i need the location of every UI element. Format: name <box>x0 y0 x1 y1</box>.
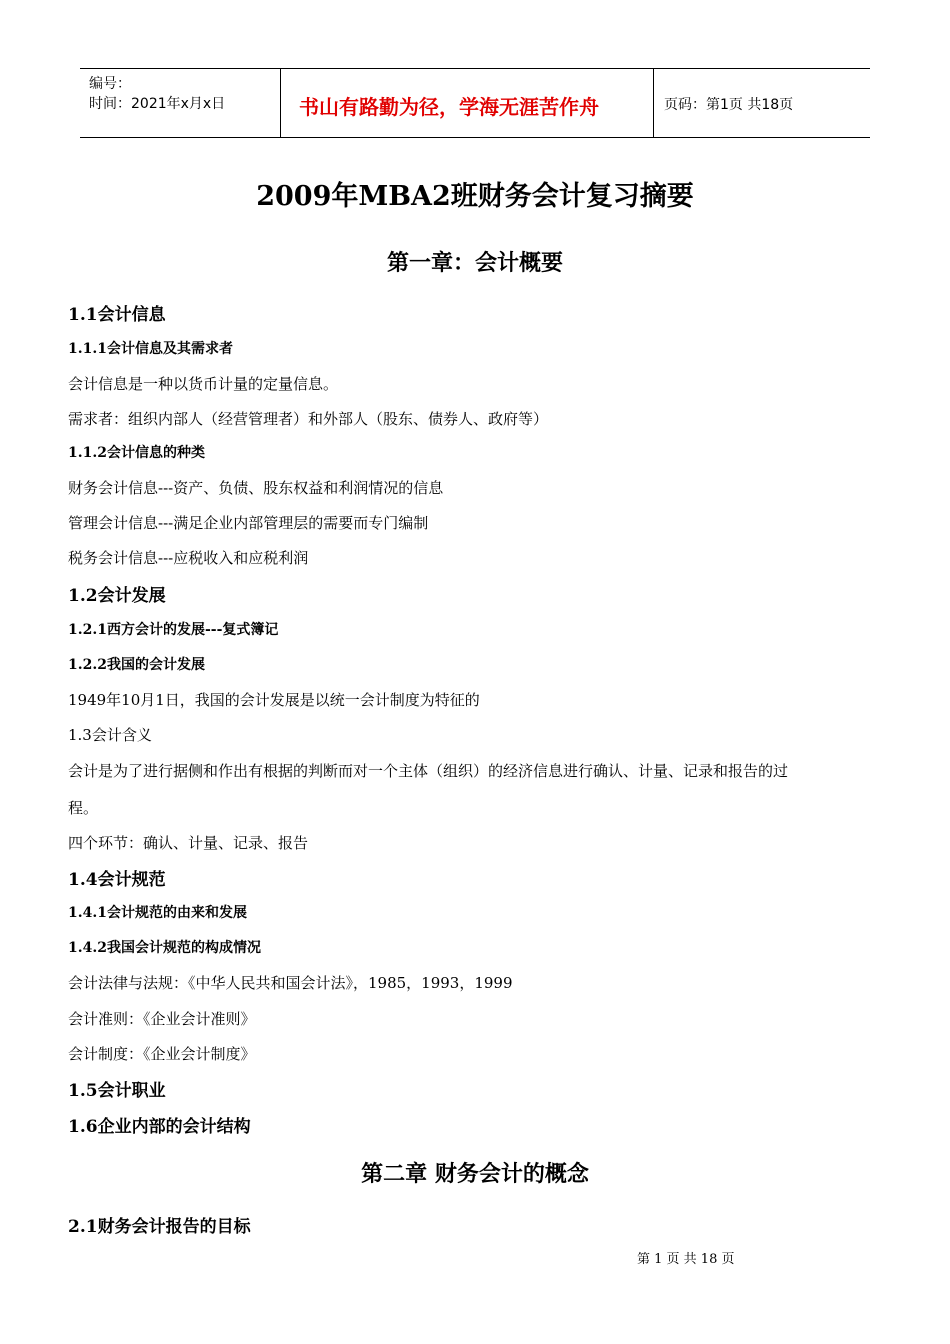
section-1-1-2: 1.1.2会计信息的种类 <box>68 445 205 461</box>
paragraph-10: 会计法律与法规：《中华人民共和国会计法》，1985，1993，1999 <box>68 974 513 992</box>
paragraph-8: 会计是为了进行据侧和作出有根据的判断而对一个主体（组织）的经济信息进行确认、计量、记录和报告的过 <box>68 762 789 780</box>
section-1-4-1: 1.4.1会计规范的由来和发展 <box>68 905 247 921</box>
header-table <box>80 68 870 138</box>
header-page-cell <box>654 69 870 137</box>
page-footer: 第 1 页 共 18 页 <box>637 1252 735 1267</box>
paragraph-2: 需求者：组织内部人（经营管理者）和外部人（股东、债券人、政府等） <box>68 410 549 428</box>
paragraph-3: 财务会计信息---资产、负债、股东权益和利润情况的信息 <box>68 479 444 497</box>
section-1-1-1: 1.1.1会计信息及其需求者 <box>68 341 233 357</box>
section-1-2: 1.2会计发展 <box>68 586 166 606</box>
paragraph-4: 管理会计信息---满足企业内部管理层的需要而专门编制 <box>68 514 429 532</box>
paragraph-11: 会计准则：《企业会计准则》 <box>68 1010 256 1028</box>
paragraph-1: 会计信息是一种以货币计量的定量信息。 <box>68 375 339 393</box>
section-1-5: 1.5会计职业 <box>68 1081 166 1101</box>
paragraph-12: 会计制度：《企业会计制度》 <box>68 1045 256 1063</box>
number-label: 编号： <box>89 76 131 92</box>
document-title: 2009年MBA2班财务会计复习摘要 <box>256 181 694 212</box>
paragraph-5: 税务会计信息---应税收入和应税利润 <box>68 549 309 567</box>
header-motto-cell <box>281 69 654 137</box>
time-label: 时间：2021年x月x日 <box>89 96 226 112</box>
section-2-1: 2.1财务会计报告的目标 <box>68 1217 251 1237</box>
section-1-2-1: 1.2.1西方会计的发展---复式簿记 <box>68 622 279 638</box>
chapter-2-title: 第二章 财务会计的概念 <box>361 1161 589 1187</box>
section-1-6: 1.6企业内部的会计结构 <box>68 1117 251 1137</box>
header-info-cell <box>80 69 281 137</box>
motto-text: 书山有路勤为径，学海无涯苦作舟 <box>299 95 599 119</box>
paragraph-7: 1.3会计含义 <box>68 726 152 744</box>
chapter-1-title: 第一章：会计概要 <box>386 250 563 276</box>
section-1-4-2: 1.4.2我国会计规范的构成情况 <box>68 940 261 956</box>
section-1-2-2: 1.2.2我国的会计发展 <box>68 657 205 673</box>
section-1-1: 1.1会计信息 <box>68 305 166 325</box>
paragraph-8-continued: 程。 <box>68 799 99 817</box>
paragraph-6: 1949年10月1日，我国的会计发展是以统一会计制度为特征的 <box>68 691 480 709</box>
section-1-4: 1.4会计规范 <box>68 870 166 890</box>
page-number-label: 页码：第1页 共18页 <box>664 97 794 113</box>
paragraph-9: 四个环节：确认、计量、记录、报告 <box>68 834 309 852</box>
